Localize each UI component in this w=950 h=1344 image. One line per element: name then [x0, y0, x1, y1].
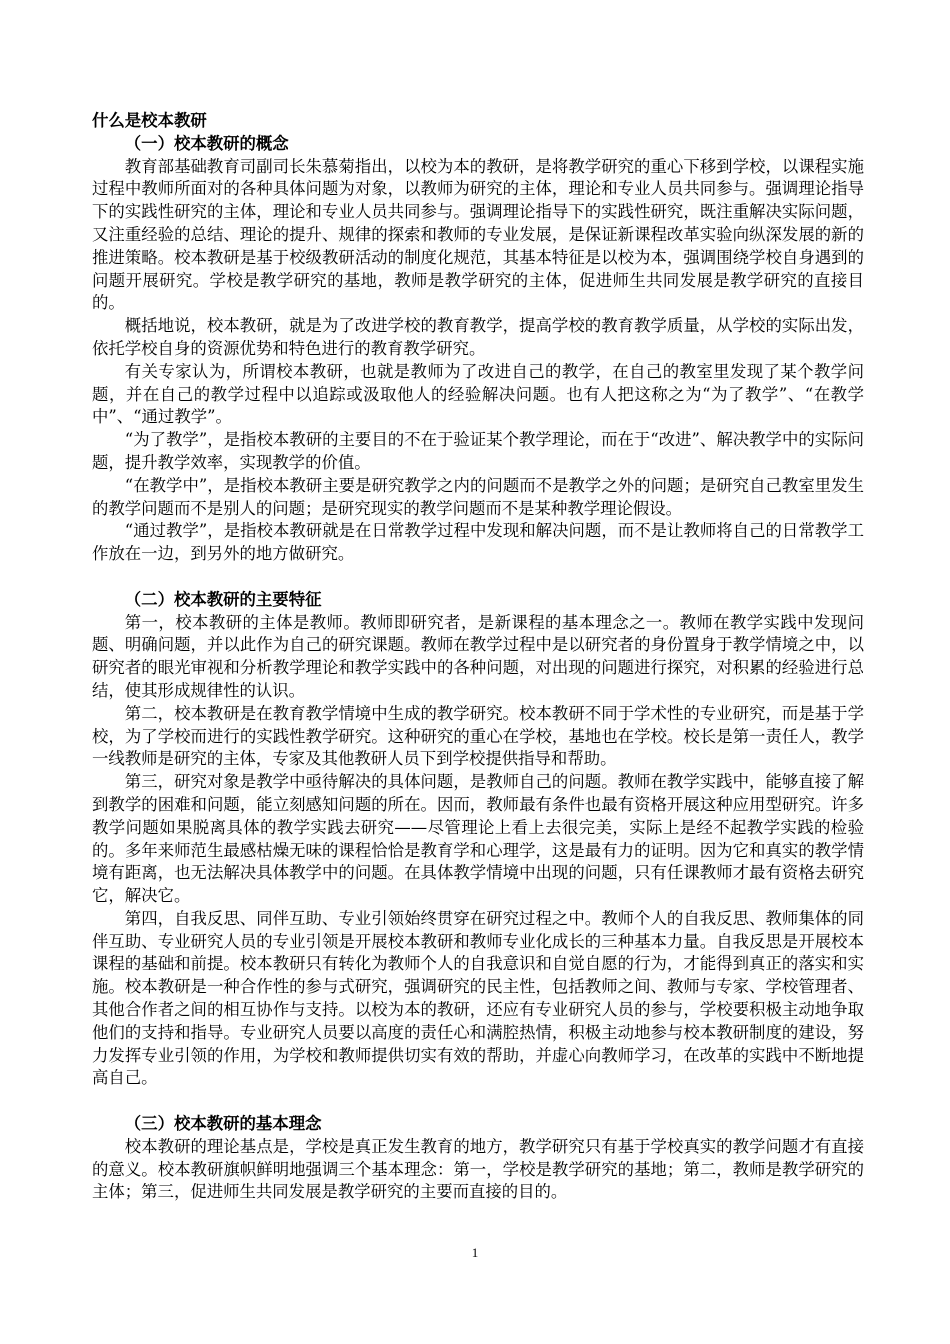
- paragraph: “通过教学”，是指校本教研就是在日常教学过程中发现和解决问题，而不是让教师将自己的日常教学工作放在一边，到另外的地方做研究。: [92, 521, 864, 564]
- paragraph: “为了教学”，是指校本教研的主要目的不在于验证某个教学理论，而在于“改进”、解决教学中的实际问题，提升教学效率，实现教学的价值。: [92, 430, 864, 472]
- section-concept: [92, 133, 864, 566]
- paragraph: 教育部基础教育司副司长朱慕菊指出，以校为本的教研，是将教学研究的重心下移到学校，以课程实施过程中教师所面对的各种具体问题为对象，以教师为研究的主体，理论和专业人员共同参与。强调理论指导下的实践性研究的主体，理论和专业人员共同参与。强调理论指导下的实践性研究，既注重解决实际问题，又注重经验的总结、理论的提升、规律的探索和教师的专业发展，是保证新课程改革实验向纵深发展的新的推进策略。校本教研是基于校级教研活动的制度化规范，其基本特征是以校为本，强调围绕学校自身遇到的问题开展研究。学校是教学研究的基地，教师是教学研究的主体，促进师生共同发展是教学研究的直接目的。: [92, 156, 864, 313]
- page-number: 1: [471, 1245, 479, 1260]
- section-heading: （三）校本教研的基本理念: [124, 1114, 322, 1134]
- document-body: [92, 110, 864, 1204]
- paragraph: 校本教研的理论基点是，学校是真正发生教育的地方，教学研究只有基于学校真实的教学问题才有直接的意义。校本教研旗帜鲜明地强调三个基本理念：第一，学校是教学研究的基地；第二，教师是教学研究的主体；第三，促进师生共同发展是教学研究的主要而直接的目的。: [92, 1136, 864, 1202]
- paragraph: 第四，自我反思、同伴互助、专业引领始终贯穿在研究过程之中。教师个人的自我反思、教师集体的同伴互助、专业研究人员的专业引领是开展校本教研和教师专业化成长的三种基本力量。自我反思是开展校本课程的基础和前提。校本教研只有转化为教师个人的自我意识和自觉自愿的行为，才能得到真正的落实和实施。校本教研是一种合作性的参与式研究，强调研究的民主性，包括教师之间、教师与专家、学校管理者、其他合作者之间的相互协作与支持。以校为本的教研，还应有专业研究人员的参与，学校要积极主动地争取他们的支持和指导。专业研究人员要以高度的责任心和满腔热情，积极主动地参与校本教研制度的建设，努力发挥专业引领的作用，为学校和教师提供切实有效的帮助，并虚心向教师学习，在改革的实践中不断地提高自己。: [92, 908, 864, 1088]
- section-spacer: [92, 566, 864, 589]
- paragraph: 第一，校本教研的主体是教师。教师即研究者，是新课程的基本理念之一。教师在教学实践中发现问题、明确问题，并以此作为自己的研究课题。教师在教学过程中是以研究者的身份置身于教学情境之中，以研究者的眼光审视和分析教学理论和教学实践中的各种问题，对出现的问题进行探究，对积累的经验进行总结，使其形成规律性的认识。: [92, 612, 864, 700]
- paragraph: 有关专家认为，所谓校本教研，也就是教师为了改进自己的教学，在自己的教室里发现了某个教学问题，并在自己的教学过程中以追踪或汲取他人的经验解决问题。也有人把这称之为“为了教学”、“在教学中”、“通过教学”。: [92, 361, 864, 427]
- document-title: 什么是校本教研: [92, 111, 207, 130]
- section-principles: [92, 1113, 864, 1204]
- section-features: [92, 589, 864, 1091]
- section-spacer: [92, 1090, 864, 1113]
- section-heading: （一）校本教研的概念: [124, 133, 289, 153]
- paragraph: “在教学中”，是指校本教研主要是研究教学之内的问题而不是教学之外的问题；是研究自己教室里发生的教学问题而不是别人的问题；是研究现实的教学问题而不是某种教学理论假设。: [92, 475, 864, 518]
- paragraph: 第二，校本教研是在教育教学情境中生成的教学研究。校本教研不同于学术性的专业研究，而是基于学校，为了学校而进行的实践性教学研究。这种研究的重心在学校，基地也在学校。校长是第一责任人，教学一线教师是研究的主体，专家及其他教研人员下到学校提供指导和帮助。: [92, 703, 864, 769]
- paragraph: 第三，研究对象是教学中亟待解决的具体问题，是教师自己的问题。教师在教学实践中，能够直接了解到教学的困难和问题，能立刻感知问题的所在。因而，教师最有条件也最有资格开展这种应用型研究。许多教学问题如果脱离具体的教学实践去研究——尽管理论上看上去很完美，实际上是经不起教学实践的检验的。多年来师范生最感枯燥无味的课程恰恰是教育学和心理学，这是最有力的证明。因为它和真实的教学情境有距离，也无法解决具体教学中的问题。在具体教学情境中出现的问题，只有任课教师才最有资格去研究它，解决它。: [92, 772, 864, 906]
- section-heading: （二）校本教研的主要特征: [124, 589, 322, 609]
- paragraph: 概括地说，校本教研，就是为了改进学校的教育教学，提高学校的教育教学质量，从学校的实际出发，依托学校自身的资源优势和特色进行的教育教学研究。: [92, 316, 864, 358]
